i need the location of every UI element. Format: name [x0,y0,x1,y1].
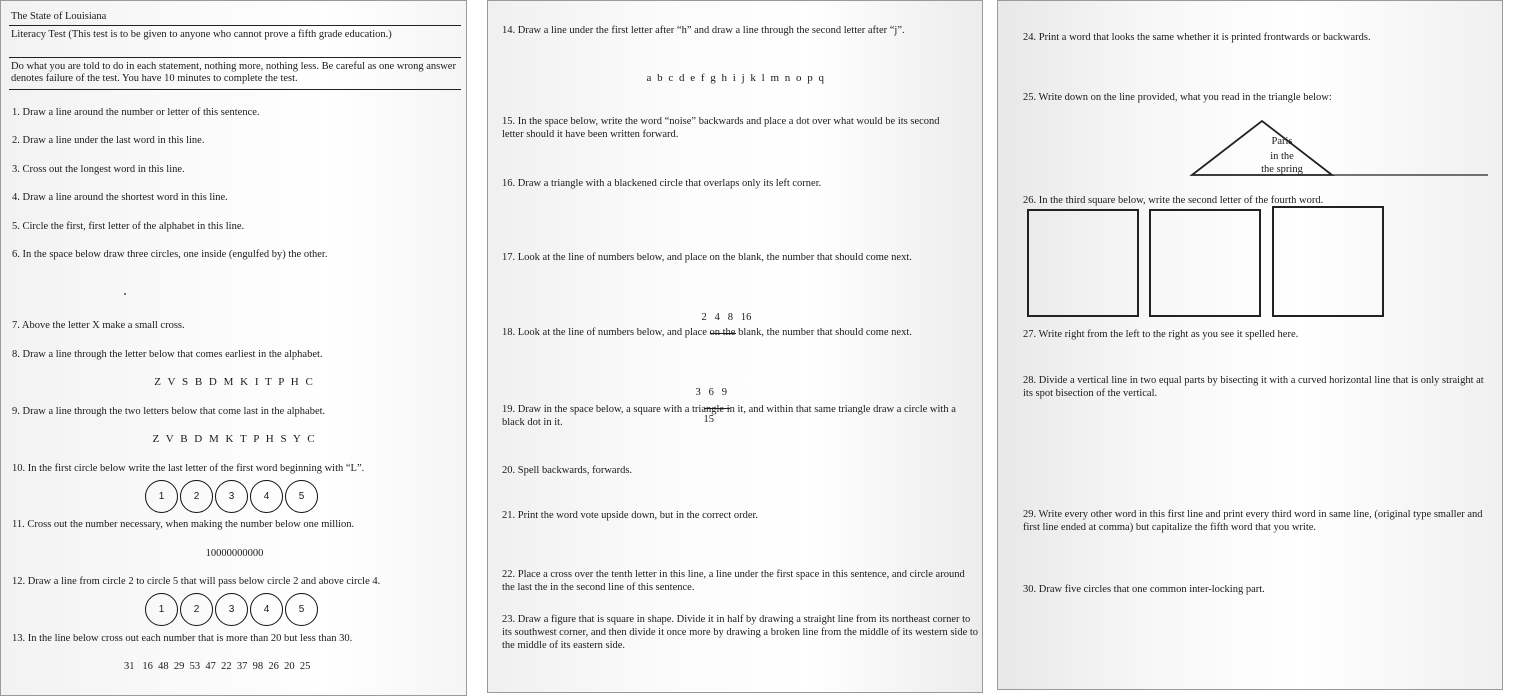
circle-4[interactable]: 4 [250,480,283,513]
triangle-text-line-3: the spring [1261,164,1303,175]
numbers-q17: 2 4 8 16 [701,312,752,323]
question-23[interactable]: 23. Draw a figure that is square in shape. Divide it in half by drawing a straight line from its northeast corner to its southwest corner, and then divide it once more by drawing a broken line from the middle of its western side to the middle of its eastern side. [502,614,979,651]
question-30[interactable]: 30. Draw five circles that one common inter-locking part. [1023,584,1265,595]
circle-1[interactable]: 1 [145,593,178,626]
question-12[interactable]: 12. Draw a line from circle 2 to circle 5 that will pass below circle 2 and above circle 4. [12,576,381,587]
letter-sequence-q14[interactable]: a b c d e f g h i j k l m n o p q [646,72,826,84]
question-14[interactable]: 14. Draw a line under the first letter after “h” and draw a line through the second letter after “j”. [502,25,905,36]
page-title: The State of Louisiana [11,11,107,22]
test-page-2 [487,0,983,693]
speck [124,293,126,295]
circle-1[interactable]: 1 [145,480,178,513]
circle-3[interactable]: 3 [215,593,248,626]
numbers-q18: 3 6 9 [695,387,727,398]
triangle-text-line-1: Paris [1271,136,1293,147]
circle-4[interactable]: 4 [250,593,283,626]
question-20[interactable]: 20. Spell backwards, forwards. [502,465,633,476]
circle-2[interactable]: 2 [180,593,213,626]
question-27[interactable]: 27. Write right from the left to the right as you see it spelled here. [1023,329,1299,340]
circle-row-q12 [145,593,320,626]
question-13[interactable]: 13. In the line below cross out each number that is more than 20 but less than 30. [12,633,353,644]
question-2[interactable]: 2. Draw a line under the last word in this line. [12,135,205,146]
divider [9,89,461,90]
test-page-3 [997,0,1503,690]
instructions: Do what you are told to do in each statement, nothing more, nothing less. Be careful as one wrong answer denotes failure of the test. You have 10 minutes to complete the test. [11,61,456,84]
circle-3[interactable]: 3 [215,480,248,513]
question-9[interactable]: 9. Draw a line through the two letters below that come last in the alphabet. [12,406,326,417]
question-17[interactable]: 17. Look at the line of numbers below, and place on the blank, the number that should come next. [502,252,912,263]
question-10[interactable]: 10. In the first circle below write the last letter of the first word beginning with “L”. [12,463,365,474]
circle-5[interactable]: 5 [285,480,318,513]
number-sequence-q17 [691,298,751,351]
question-3[interactable]: 3. Cross out the longest word in this line. [12,164,185,175]
question-4[interactable]: 4. Draw a line around the shortest word in this line. [12,192,228,203]
question-1[interactable]: 1. Draw a line around the number or letter of this sentence. [12,107,260,118]
question-29[interactable]: 29. Write every other word in this first line and print every third word in same line, (original type smaller and first line ended at comma) but capitalize the fifth word that you write. [1023,509,1483,533]
question-5[interactable]: 5. Circle the first, first letter of the alphabet in this line. [12,221,245,232]
question-11[interactable]: 11. Cross out the number necessary, when making the number below one million. [12,519,355,530]
circle-2[interactable]: 2 [180,480,213,513]
question-8[interactable]: 8. Draw a line through the letter below that comes earliest in the alphabet. [12,349,323,360]
letter-sequence-q9[interactable]: Z V B D M K T P H S Y C [152,433,317,445]
question-15[interactable]: 15. In the space below, write the word “noise” backwards and place a dot over what would be its second letter should it have been written forward. [502,116,940,140]
question-16[interactable]: 16. Draw a triangle with a blackened circle that overlaps only its left corner. [502,178,822,189]
square-3[interactable] [1272,206,1384,317]
circle-row-q10 [145,480,320,513]
square-1[interactable] [1027,209,1139,317]
question-7[interactable]: 7. Above the letter X make a small cross. [12,320,185,331]
question-26[interactable]: 26. In the third square below, write the second letter of the fourth word. [1023,195,1324,206]
question-28[interactable]: 28. Divide a vertical line in two equal parts by bisecting it with a curved horizontal line that is only straight at its spot bisection of the vertical. [1023,375,1484,399]
number-15: 15 [703,414,714,425]
question-19[interactable]: 19. Draw in the space below, a square with a triangle in it, and within that same triangle draw a circle with a black dot in it. [502,404,956,428]
question-6[interactable]: 6. In the space below draw three circles, one inside (engulfed by) the other. [12,249,328,260]
triangle-text-line-2: in the [1270,151,1294,162]
question-25[interactable]: 25. Write down on the line provided, what you read in the triangle below: [1023,92,1332,103]
letter-sequence-q8[interactable]: Z V S B D M K I T P H C [154,376,315,388]
square-2[interactable] [1149,209,1261,317]
test-page-1 [0,0,467,696]
divider [9,57,461,58]
large-number-q11[interactable]: 10000000000 [205,548,264,559]
question-22[interactable]: 22. Place a cross over the tenth letter in this line, a line under the first space in this sentence, and circle around the last the in the second line of this sentence. [502,569,965,593]
question-21[interactable]: 21. Print the word vote upside down, but in the correct order. [502,510,759,521]
number-sequence-q13[interactable]: 31 16 48 29 53 47 22 37 98 26 20 25 [124,661,311,672]
divider [9,25,461,26]
circle-5[interactable]: 5 [285,593,318,626]
question-24[interactable]: 24. Print a word that looks the same whether it is printed frontwards or backwards. [1023,32,1371,43]
question-18[interactable]: 18. Look at the line of numbers below, and place on the blank, the number that should come next. [502,327,912,338]
test-subtitle: Literacy Test (This test is to be given to anyone who cannot prove a fifth grade education.) [11,29,392,40]
